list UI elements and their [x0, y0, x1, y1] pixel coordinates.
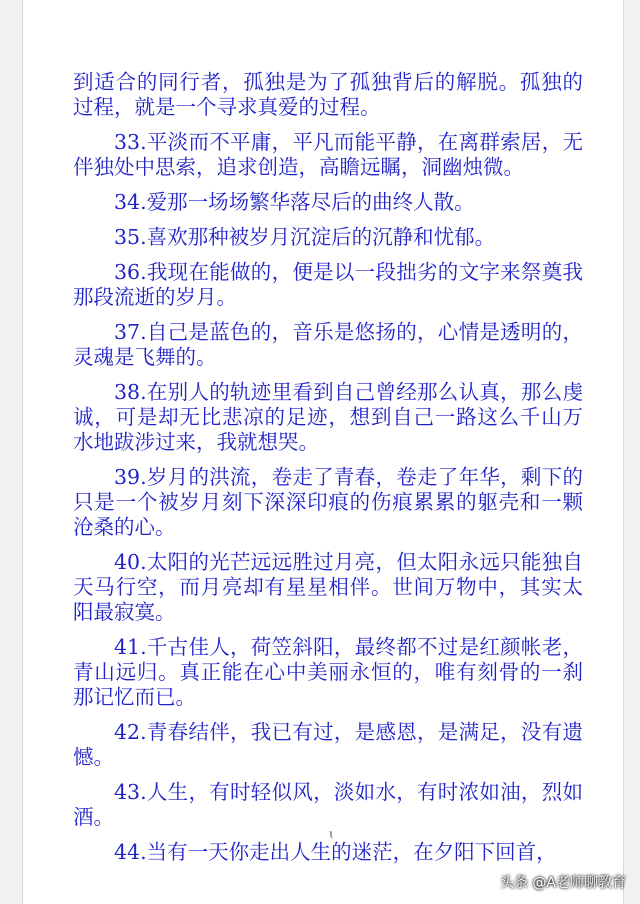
paragraph-43: 43.人生，有时轻似风，淡如水，有时浓如油，烈如酒。	[73, 780, 583, 829]
paragraph-44: 44.当有一天你走出人生的迷茫，在夕阳下回首，	[114, 840, 557, 864]
paragraph-39: 39.岁月的洪流，卷走了青春，卷走了年华，剩下的只是一个被岁月刻下深深印痕的伤痕累累的躯壳和一颗沧桑的心。	[73, 465, 583, 539]
paragraph-36: 36.我现在能做的，便是以一段拙劣的文字来祭奠我那段流逝的岁月。	[73, 260, 583, 309]
paragraph-40: 40.太阳的光芒远远胜过月亮，但太阳永远只能独自天马行空，而月亮却有星星相伴。世间万物中，其实太阳最寂寞。	[73, 550, 583, 624]
paragraph-37: 37.自己是蓝色的，音乐是悠扬的，心情是透明的，灵魂是飞舞的。	[73, 320, 583, 369]
watermark: 头条 @A老师聊教育	[499, 875, 626, 891]
paragraph-41: 41.千古佳人，荷笠斜阳，最终都不过是红颜帐老，青山远归。真正能在心中美丽永恒的，唯有刻骨的一刹那记忆而已。	[73, 635, 583, 709]
paragraph-continuation: 到适合的同行者，孤独是为了孤独背后的解脱。孤独的过程，就是一个寻求真爱的过程。	[73, 70, 583, 119]
paragraph-34: 34.爱那一场场繁华落尽后的曲终人散。	[114, 190, 475, 214]
page-mark: ɩ	[329, 827, 334, 841]
paragraph-38: 38.在别人的轨迹里看到自己曾经那么认真，那么虔诚，可是却无比悲凉的足迹，想到自己一路这么千山万水地跋涉过来，我就想哭。	[73, 380, 583, 454]
paragraph-33: 33.平淡而不平庸，平凡而能平静，在离群索居，无伴独处中思索，追求创造，高瞻远瞩，洞幽烛微。	[73, 130, 583, 179]
paragraph-35: 35.喜欢那种被岁月沉淀后的沉静和忧郁。	[114, 225, 496, 249]
paragraph-42: 42.青春结伴，我已有过，是感恩，是满足，没有遗憾。	[73, 720, 583, 769]
document-body	[73, 70, 583, 875]
